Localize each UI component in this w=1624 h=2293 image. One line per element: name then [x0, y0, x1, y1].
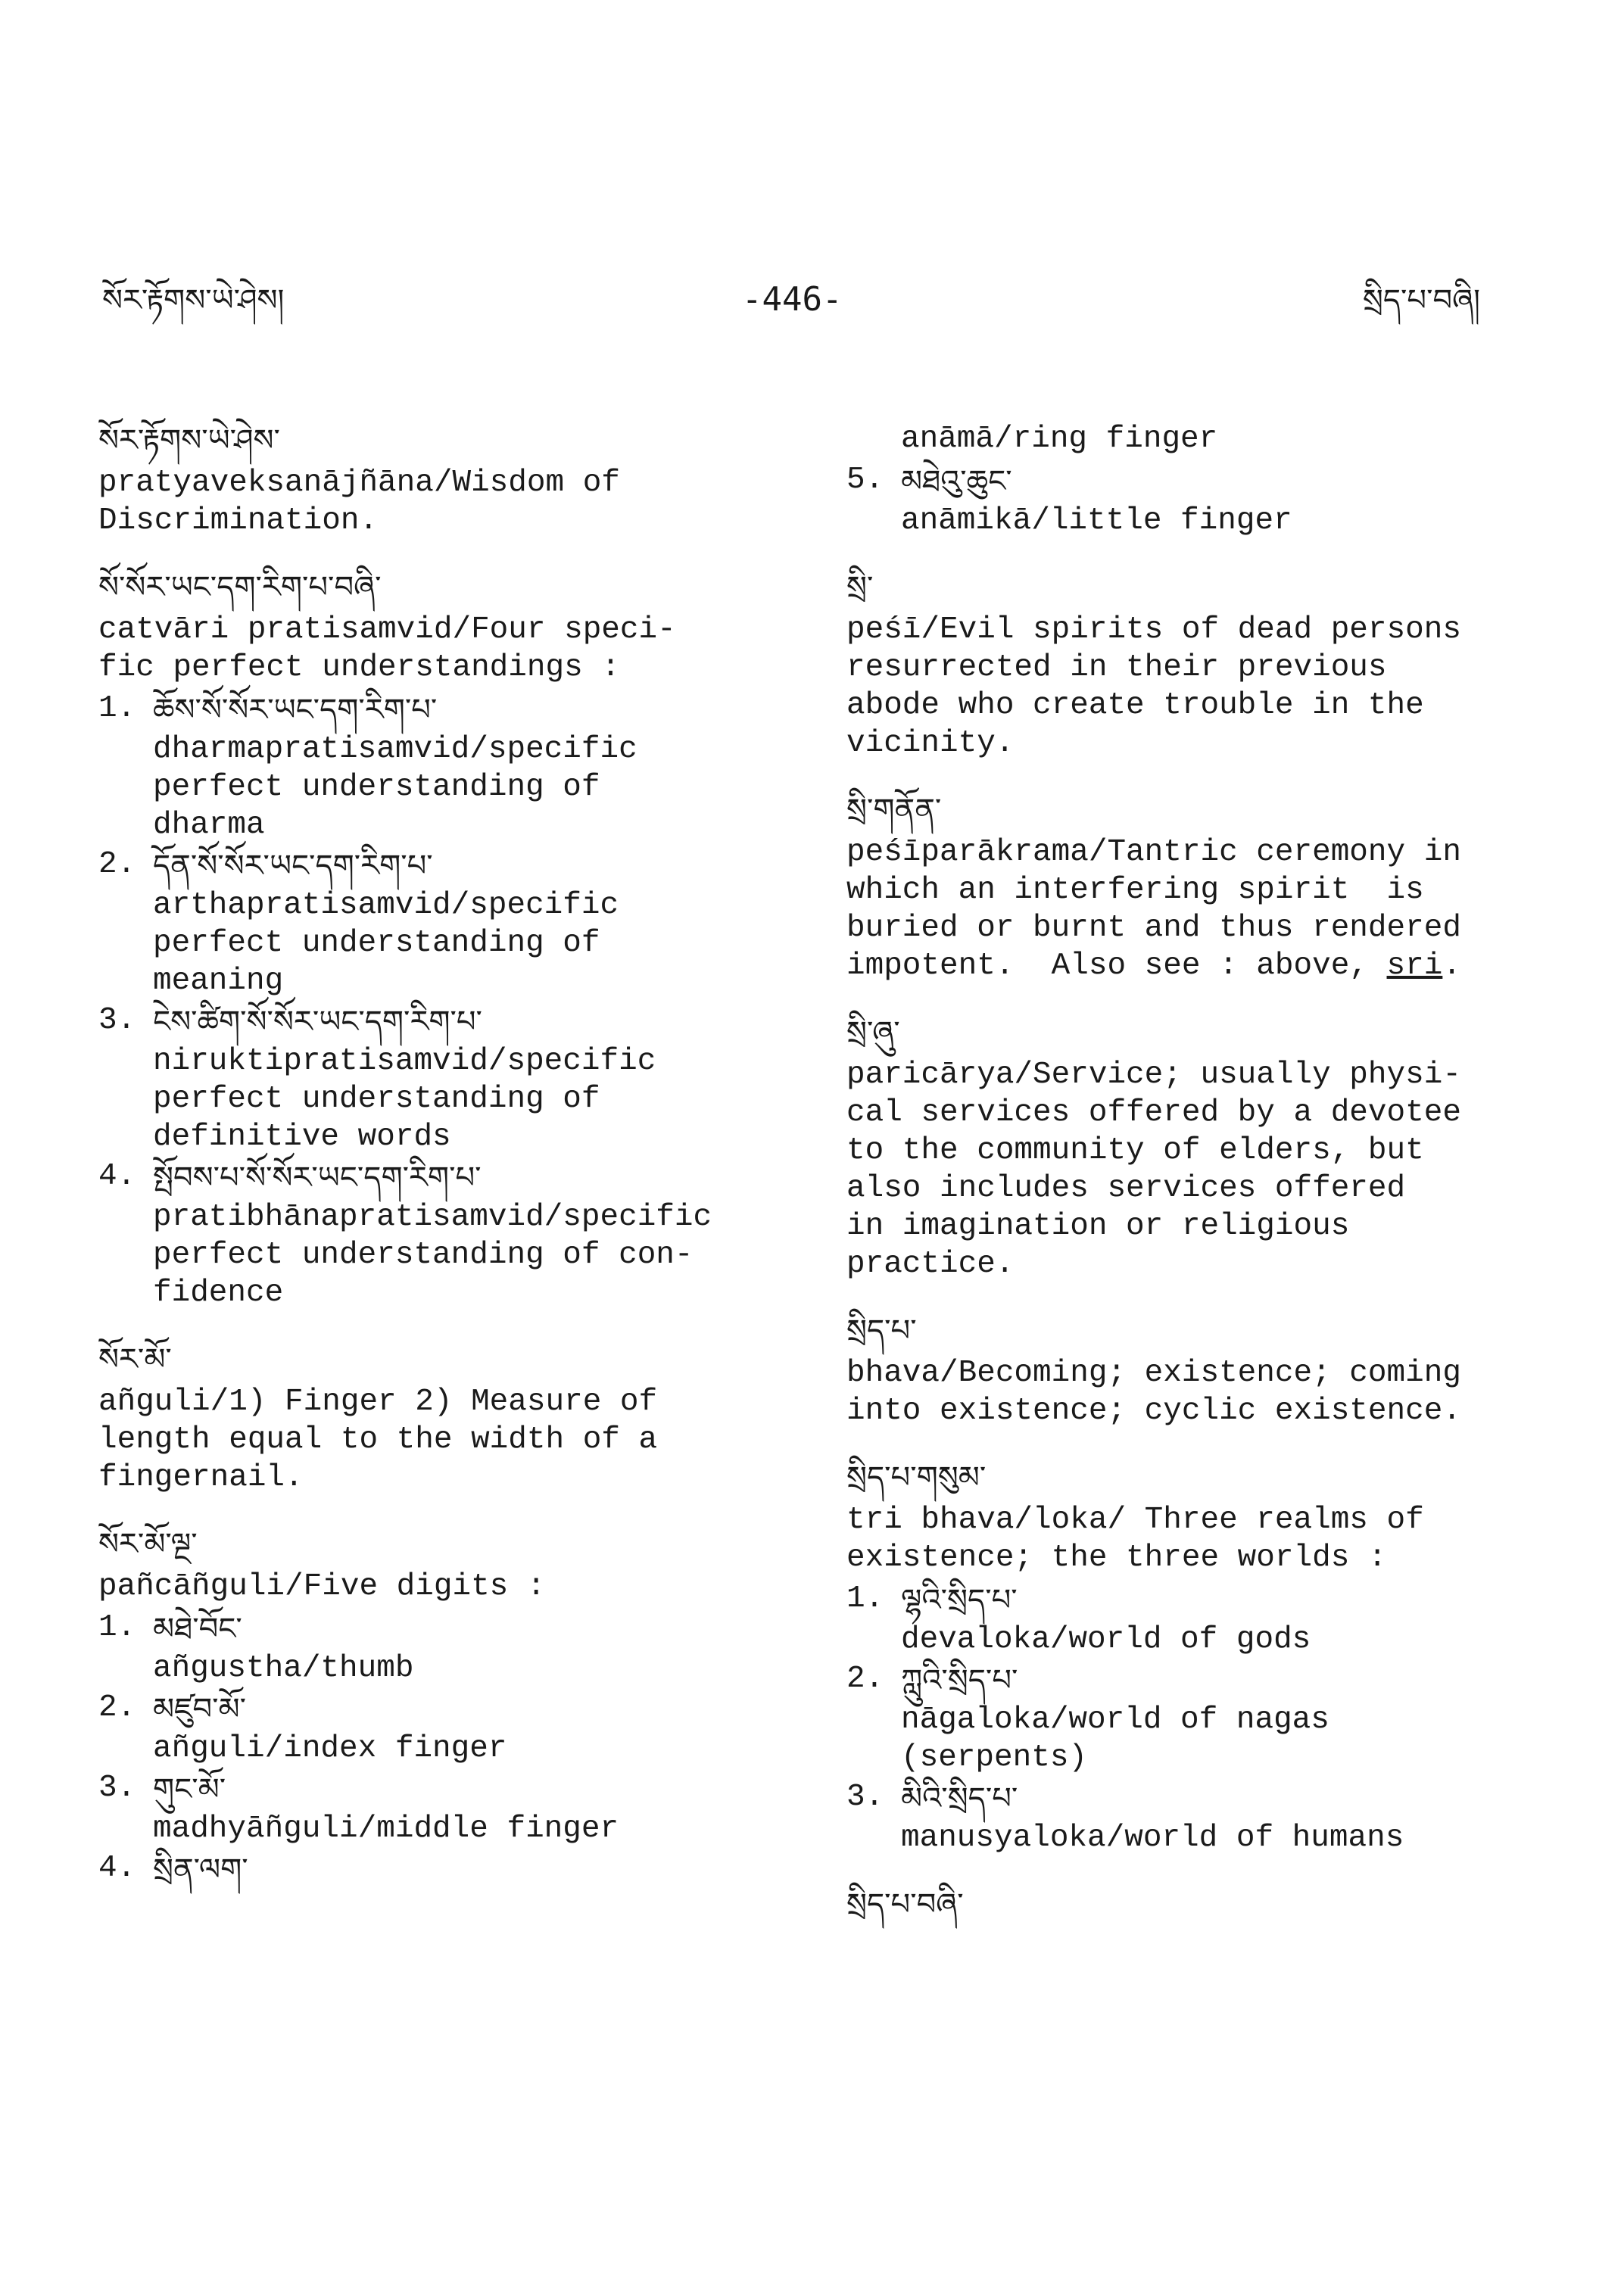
subentry: [846, 1580, 1513, 1659]
entry-headword: སོར་མོ་ལྔ་: [98, 1527, 198, 1562]
subentry-tibetan: མཐེ་བོང་: [153, 1612, 242, 1647]
subentry: [98, 1689, 780, 1768]
subentry-text: anāmikā/little finger: [901, 503, 1292, 538]
subentry-list: [98, 690, 780, 1312]
entry-headword: སོར་རྟོགས་ཡེ་ཤེས་: [98, 423, 280, 458]
entry-definition: pratyaveksanājñāna/Wisdom of Discrimination.: [98, 466, 620, 538]
subentry-text: añguli/index finger: [153, 1731, 507, 1766]
running-header-left: སོར་རྟོགས་ཡེ་ཤེས།: [102, 283, 285, 318]
subentry-tibetan: ལྷའི་སྲིད་པ་: [901, 1583, 1018, 1618]
subentry-number: 3.: [846, 1780, 884, 1815]
subentry-list: [846, 461, 1513, 540]
subentry: [98, 1157, 780, 1312]
subentry-number: 2.: [98, 847, 136, 882]
subentry-tibetan: མཐེའུ་ཆུང་: [901, 464, 1012, 499]
subentry: [846, 1660, 1513, 1777]
right-column: [846, 420, 1513, 1952]
subentry-text: niruktipratisamvid/specific perfect understanding of definitive words: [153, 1044, 656, 1154]
subentry-tibetan: ཆོས་སོ་སོར་ཡང་དག་རིག་པ་: [153, 693, 438, 727]
subentry: [846, 461, 1513, 540]
subentry-text: arthapratisamvid/specific perfect understanding of meaning: [153, 888, 619, 999]
subentry-tibetan: གུང་མོ་: [153, 1772, 226, 1807]
definition-end: .: [1442, 949, 1461, 983]
subentry-number: 1.: [98, 1610, 136, 1645]
subentry-tibetan: མིའི་སྲིད་པ་: [901, 1781, 1018, 1816]
dictionary-entry: [98, 1524, 780, 1890]
page-number: -446-: [742, 280, 843, 319]
dictionary-entry: [846, 790, 1513, 985]
subentry-number: 3.: [98, 1771, 136, 1805]
subentry-text: madhyāñguli/middle finger: [153, 1812, 619, 1846]
entry-definition: pañcāñguli/Five digits :: [98, 1569, 546, 1604]
subentry: [98, 846, 780, 1000]
running-header-right: སྲིད་པ་བཞི།: [1362, 283, 1480, 318]
subentry-tibetan: མཛུབ་མོ་: [153, 1692, 246, 1727]
left-column: [98, 420, 780, 1918]
entry-headword: སྲིད་པ་: [846, 1313, 917, 1348]
entry-definition: tri bhava/loka/ Three realms of existence; the three worlds :: [846, 1503, 1424, 1575]
subentry-tibetan: དོན་སོ་སོར་ཡང་དག་རིག་པ་: [153, 849, 433, 883]
entry-definition: [846, 833, 1513, 985]
cross-reference: sri: [1386, 949, 1443, 983]
subentry-text: manusyaloka/world of humans: [901, 1821, 1404, 1855]
subentry-number: 3.: [98, 1003, 136, 1038]
subentry: [98, 690, 780, 844]
definition-text: peśīparākrama/Tantric ceremony in which an interfering spirit is buried or burnt and thus rendered impotent. Also see : above,: [846, 835, 1461, 983]
subentry-text: dharmapratisamvid/specific perfect understanding of dharma: [153, 732, 637, 843]
subentry: [98, 1002, 780, 1156]
dictionary-entry: [98, 1339, 780, 1497]
subentry-text: añgustha/thumb: [153, 1651, 414, 1686]
subentry-number: 1.: [98, 691, 136, 726]
entry-definition: catvāri pratisamvid/Four speci- fic perfect understandings :: [98, 612, 676, 685]
subentry-tibetan: ངེས་ཚིག་སོ་སོར་ཡང་དག་རིག་པ་: [153, 1005, 482, 1039]
entry-definition: peśī/Evil spirits of dead persons resurrected in their previous abode who create trouble in the vicinity.: [846, 612, 1461, 761]
subentry: [846, 1778, 1513, 1857]
entry-headword: སོར་མོ་: [98, 1342, 172, 1377]
entry-headword: སོ་སོར་ཡང་དག་རིག་པ་བཞི་: [98, 570, 382, 605]
dictionary-entry: [98, 567, 780, 1312]
dictionary-entry: [98, 420, 780, 540]
subentry-number: 5.: [846, 463, 884, 497]
subentry-tibetan: ཀླུའི་སྲིད་པ་: [901, 1663, 1018, 1698]
subentry-list: [98, 1609, 780, 1890]
dictionary-entry: [846, 1457, 1513, 1857]
dictionary-entry: [846, 567, 1513, 762]
subentry-text: pratibhānapratisamvid/specific perfect understanding of con- fidence: [153, 1200, 712, 1310]
subentry-text: devaloka/world of gods: [901, 1622, 1311, 1657]
subentry-number: 2.: [846, 1662, 884, 1696]
entry-headword: སྲིད་པ་གསུམ་: [846, 1460, 987, 1495]
dictionary-entry: [846, 1012, 1513, 1283]
entry-headword: སྲི་ཞུ་: [846, 1015, 900, 1050]
subentry-number: 4.: [98, 1159, 136, 1194]
subentry-tibetan: སྤོབས་པ་སོ་སོར་ཡང་དག་རིག་པ་: [153, 1161, 482, 1195]
entry-headword: སྲི་: [846, 570, 874, 605]
entry-headword: སྲི་གནོན་: [846, 793, 942, 827]
subentry: [98, 1609, 780, 1687]
continued-subentry-text: anāmā/ring finger: [901, 422, 1218, 456]
subentry-tibetan: སྲིན་ལག་: [153, 1852, 248, 1887]
subentry: [98, 1849, 780, 1890]
entry-definition: añguli/1) Finger 2) Measure of length equal to the width of a fingernail.: [98, 1385, 658, 1495]
subentry-number: 1.: [846, 1581, 884, 1616]
dictionary-entry: [846, 1310, 1513, 1430]
continued-entry: [846, 420, 1513, 540]
subentry-number: 4.: [98, 1851, 136, 1886]
subentry-number: 2.: [98, 1690, 136, 1725]
dictionary-entry: [846, 1884, 1513, 1925]
entry-definition: bhava/Becoming; existence; coming into existence; cyclic existence.: [846, 1356, 1461, 1428]
subentry-list: [846, 1580, 1513, 1857]
subentry: [98, 1769, 780, 1848]
entry-headword: སྲིད་པ་བཞི་: [846, 1887, 964, 1922]
entry-definition: paricārya/Service; usually physi- cal services offered by a devotee to the community of elders, but also includes services offered in imagination or religious practice.: [846, 1058, 1461, 1282]
subentry-text: nāgaloka/world of nagas (serpents): [901, 1703, 1329, 1775]
